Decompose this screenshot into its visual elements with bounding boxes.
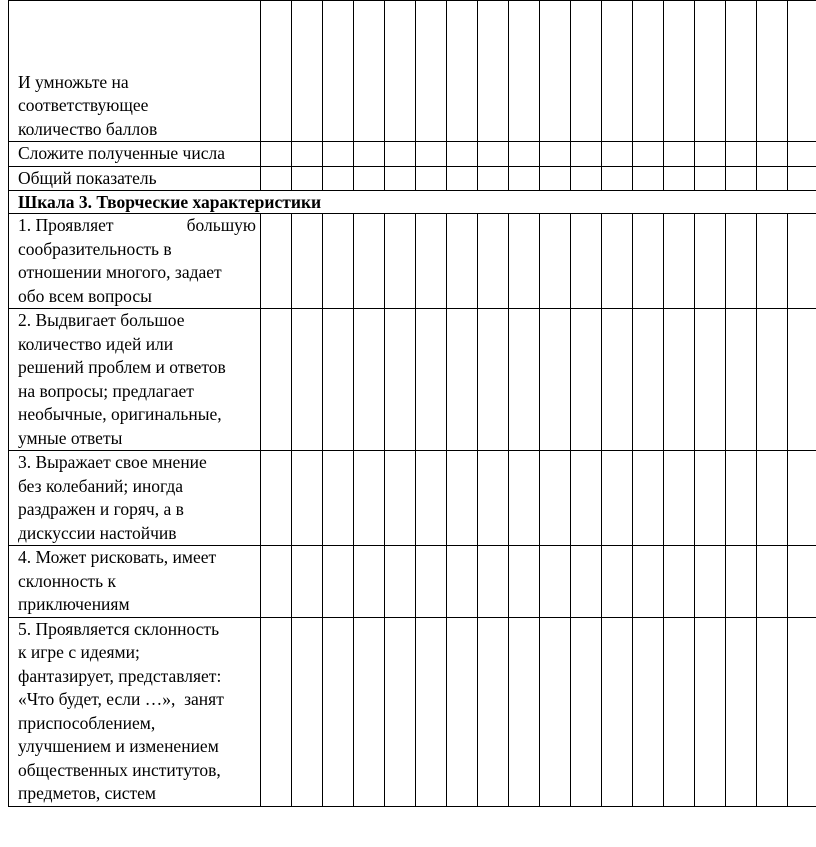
rating-cell[interactable]	[788, 142, 816, 167]
rating-cell[interactable]	[540, 1, 571, 142]
label-line: решений проблем и ответов	[18, 357, 226, 377]
rating-cell[interactable]	[478, 166, 509, 191]
rating-cell[interactable]	[540, 142, 571, 167]
rating-cell[interactable]	[664, 1, 695, 142]
rating-cell[interactable]	[540, 166, 571, 191]
rating-cell[interactable]	[447, 142, 478, 167]
row-label-item-5	[9, 617, 261, 806]
rating-cell[interactable]	[447, 451, 478, 546]
rating-cell[interactable]	[602, 214, 633, 309]
rating-cell[interactable]	[540, 214, 571, 309]
rating-cell[interactable]	[726, 309, 757, 451]
rating-cell[interactable]	[292, 166, 323, 191]
rating-cell[interactable]	[509, 309, 540, 451]
label-line: предметов, систем	[18, 783, 156, 803]
rating-cell[interactable]	[478, 1, 509, 142]
rating-cell[interactable]	[261, 546, 292, 618]
label-line: 4. Может рисковать, имеет	[18, 547, 217, 567]
rating-cell[interactable]	[261, 1, 292, 142]
rating-cell[interactable]	[633, 166, 664, 191]
label-line: «Что будет, если …», занят	[18, 689, 224, 709]
rating-cell[interactable]	[447, 166, 478, 191]
rating-cell[interactable]	[447, 214, 478, 309]
label-line: дискуссии настойчив	[18, 522, 177, 543]
rating-cell[interactable]	[478, 617, 509, 806]
row-item-1	[9, 214, 816, 309]
rating-cell[interactable]	[416, 166, 447, 191]
label-line: раздражен и горяч, а в	[18, 499, 184, 519]
rating-cell[interactable]	[726, 617, 757, 806]
label-line: необычные, оригинальные,	[18, 404, 222, 424]
rating-cell[interactable]	[757, 309, 788, 451]
rating-cell[interactable]	[447, 617, 478, 806]
rating-cell[interactable]	[540, 309, 571, 451]
label-line: 3. Выражает свое мнение	[18, 452, 207, 472]
rating-cell[interactable]	[416, 451, 447, 546]
rating-cell[interactable]	[478, 142, 509, 167]
rating-cell[interactable]	[261, 142, 292, 167]
rating-cell[interactable]	[261, 451, 292, 546]
rating-cell[interactable]	[695, 166, 726, 191]
rating-cell[interactable]	[602, 142, 633, 167]
rating-cell[interactable]	[261, 309, 292, 451]
rating-cell[interactable]	[695, 142, 726, 167]
rating-table	[8, 0, 816, 807]
rating-cell[interactable]	[323, 166, 354, 191]
row-label-item-2	[9, 309, 261, 451]
rating-cell[interactable]	[757, 1, 788, 142]
rating-cell[interactable]	[602, 546, 633, 618]
rating-cell[interactable]	[602, 309, 633, 451]
label-line: отношении многого, задает	[18, 262, 222, 282]
rating-cell[interactable]	[633, 309, 664, 451]
label-line: общественных институтов,	[18, 759, 221, 780]
rating-cell[interactable]	[788, 451, 816, 546]
rating-cell[interactable]	[447, 1, 478, 142]
rating-cell[interactable]	[664, 546, 695, 618]
rating-cell[interactable]	[354, 1, 385, 142]
label-line: количество идей или	[18, 333, 174, 354]
rating-cell[interactable]	[385, 546, 416, 618]
rating-cell[interactable]	[757, 546, 788, 618]
label-line: на вопросы; предлагает	[18, 380, 194, 401]
rating-cell[interactable]	[416, 1, 447, 142]
row-sum	[9, 142, 816, 167]
rating-cell[interactable]	[788, 309, 816, 451]
row-total	[9, 166, 816, 191]
rating-cell[interactable]	[292, 546, 323, 618]
rating-cell[interactable]	[447, 546, 478, 618]
rating-cell[interactable]	[354, 214, 385, 309]
label-line: Сложите полученные числа	[18, 143, 225, 163]
rating-cell[interactable]	[416, 617, 447, 806]
rating-cell[interactable]	[509, 142, 540, 167]
rating-cell[interactable]	[323, 451, 354, 546]
label-line: 2. Выдвигает большое	[18, 310, 185, 330]
row-item-5	[9, 617, 816, 806]
rating-cell[interactable]	[571, 309, 602, 451]
label-line: соответствующее	[18, 95, 149, 115]
rating-cell[interactable]	[602, 617, 633, 806]
rating-cell[interactable]	[571, 451, 602, 546]
rating-cell[interactable]	[664, 309, 695, 451]
rating-cell[interactable]	[354, 546, 385, 618]
rating-cell[interactable]	[788, 546, 816, 618]
rating-cell[interactable]	[509, 166, 540, 191]
rating-cell[interactable]	[447, 309, 478, 451]
rating-cell[interactable]	[509, 617, 540, 806]
rating-cell[interactable]	[385, 166, 416, 191]
rating-cell[interactable]	[726, 166, 757, 191]
row-multiply	[9, 1, 816, 142]
rating-cell[interactable]	[292, 214, 323, 309]
rating-cell[interactable]	[633, 546, 664, 618]
rating-cell[interactable]	[323, 617, 354, 806]
rating-cell[interactable]	[323, 309, 354, 451]
rating-cell[interactable]	[354, 142, 385, 167]
rating-cell[interactable]	[509, 1, 540, 142]
rating-cell[interactable]	[323, 214, 354, 309]
rating-cell[interactable]	[726, 546, 757, 618]
row-item-2	[9, 309, 816, 451]
rating-cell[interactable]	[695, 546, 726, 618]
rating-cell[interactable]	[261, 617, 292, 806]
rating-cell[interactable]	[385, 142, 416, 167]
label-line: 5. Проявляется склонность	[18, 618, 220, 639]
rating-cell[interactable]	[416, 546, 447, 618]
rating-cell[interactable]	[602, 1, 633, 142]
row-label-item-4	[9, 546, 261, 618]
rating-cell[interactable]	[292, 451, 323, 546]
rating-cell[interactable]	[788, 166, 816, 191]
rating-cell[interactable]	[478, 214, 509, 309]
rating-cell[interactable]	[757, 142, 788, 167]
label-line: приключениям	[18, 594, 130, 614]
rating-cell[interactable]	[571, 1, 602, 142]
rating-cell[interactable]	[292, 617, 323, 806]
rating-cell[interactable]	[292, 309, 323, 451]
label-word: большую	[186, 215, 256, 235]
label-line: обо всем вопросы	[18, 285, 152, 306]
rating-cell[interactable]	[757, 617, 788, 806]
rating-cell[interactable]	[633, 214, 664, 309]
rating-cell[interactable]	[633, 142, 664, 167]
rating-cell[interactable]	[602, 451, 633, 546]
rating-cell[interactable]	[695, 617, 726, 806]
rating-cell[interactable]	[509, 546, 540, 618]
label-line: приспособлением,	[18, 712, 156, 733]
row-item-3	[9, 451, 816, 546]
rating-cell[interactable]	[726, 142, 757, 167]
rating-cell[interactable]	[385, 451, 416, 546]
label-line: улучшением и изменением	[18, 736, 219, 756]
rating-cell[interactable]	[633, 617, 664, 806]
rating-cell[interactable]	[695, 1, 726, 142]
row-item-4	[9, 546, 816, 618]
rating-cell[interactable]	[385, 214, 416, 309]
label-line: к игре с идеями;	[18, 642, 140, 662]
rating-cell[interactable]	[509, 214, 540, 309]
rating-cell[interactable]	[695, 214, 726, 309]
label-word: 1. Проявляет	[18, 215, 114, 235]
rating-cell[interactable]	[323, 142, 354, 167]
rating-cell[interactable]	[354, 309, 385, 451]
rating-cell[interactable]	[633, 451, 664, 546]
rating-cell[interactable]	[695, 451, 726, 546]
rating-cell[interactable]	[292, 142, 323, 167]
rating-cell[interactable]	[571, 546, 602, 618]
label-line: количество баллов	[18, 118, 158, 139]
row-label-sum	[9, 142, 261, 167]
rating-cell[interactable]	[292, 1, 323, 142]
rating-cell[interactable]	[571, 214, 602, 309]
rating-cell[interactable]	[509, 451, 540, 546]
label-line: склонность к	[18, 570, 116, 591]
rating-cell[interactable]	[757, 451, 788, 546]
rating-cell[interactable]	[664, 214, 695, 309]
label-line: умные ответы	[18, 427, 123, 448]
rating-cell[interactable]	[354, 451, 385, 546]
row-label-item-1	[9, 214, 261, 309]
rating-cell[interactable]	[571, 617, 602, 806]
rating-cell[interactable]	[726, 214, 757, 309]
rating-cell[interactable]	[478, 451, 509, 546]
rating-cell[interactable]	[757, 166, 788, 191]
rating-cell[interactable]	[788, 617, 816, 806]
label-line: сообразительность в	[18, 238, 172, 259]
rating-cell[interactable]	[540, 617, 571, 806]
rating-cell[interactable]	[788, 214, 816, 309]
rating-cell[interactable]	[726, 1, 757, 142]
rating-cell[interactable]	[385, 309, 416, 451]
rating-cell[interactable]	[354, 166, 385, 191]
row-label-multiply	[9, 1, 261, 142]
rating-cell[interactable]	[416, 214, 447, 309]
rating-cell[interactable]	[540, 546, 571, 618]
rating-cell[interactable]	[416, 142, 447, 167]
rating-cell[interactable]	[261, 214, 292, 309]
label-line: фантазирует, представляет:	[18, 665, 222, 686]
rating-cell[interactable]	[757, 214, 788, 309]
rating-cell[interactable]	[354, 617, 385, 806]
rating-cell[interactable]	[385, 1, 416, 142]
row-scale-heading	[9, 191, 816, 214]
rating-cell[interactable]	[540, 451, 571, 546]
rating-cell[interactable]	[478, 546, 509, 618]
label-line: Общий показатель	[18, 167, 157, 188]
rating-cell[interactable]	[664, 142, 695, 167]
rating-cell[interactable]	[602, 166, 633, 191]
rating-cell[interactable]	[478, 309, 509, 451]
row-label-total	[9, 166, 261, 191]
rating-cell[interactable]	[323, 546, 354, 618]
rating-cell[interactable]	[664, 617, 695, 806]
label-line: без колебаний; иногда	[18, 475, 184, 496]
rating-cell[interactable]	[788, 1, 816, 142]
scale-heading: Шкала 3. Творческие характеристики	[9, 191, 816, 214]
rating-cell[interactable]	[571, 166, 602, 191]
rating-cell[interactable]	[571, 142, 602, 167]
row-label-item-3	[9, 451, 261, 546]
rating-cell[interactable]	[261, 166, 292, 191]
rating-cell[interactable]	[664, 451, 695, 546]
rating-cell[interactable]	[664, 166, 695, 191]
rating-cell[interactable]	[323, 1, 354, 142]
label-line: И умножьте на	[18, 71, 129, 92]
rating-cell[interactable]	[416, 309, 447, 451]
rating-cell[interactable]	[385, 617, 416, 806]
rating-cell[interactable]	[695, 309, 726, 451]
label-line	[18, 214, 256, 238]
rating-cell[interactable]	[726, 451, 757, 546]
rating-cell[interactable]	[633, 1, 664, 142]
